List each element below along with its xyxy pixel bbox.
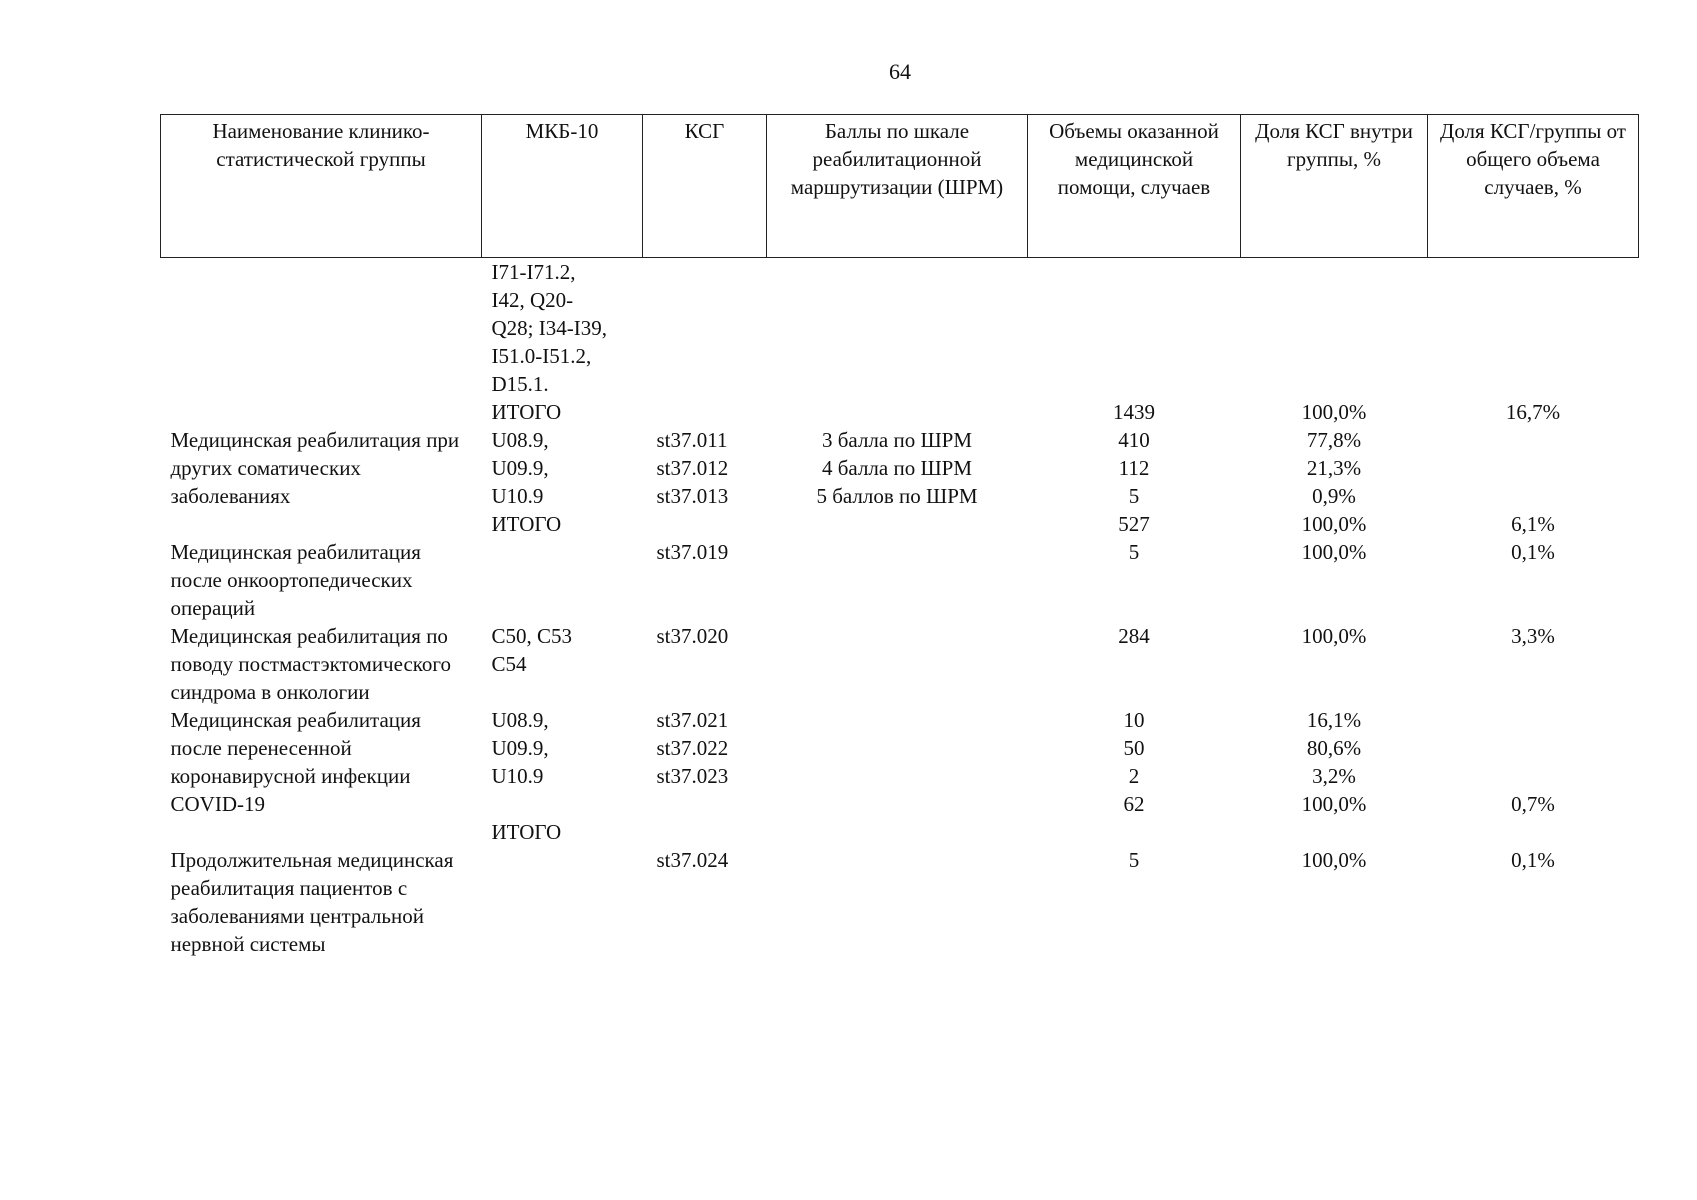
cell-volume-line: 527	[1118, 512, 1150, 536]
cell-share-in-group-line: 3,2%	[1312, 764, 1356, 788]
cell-share-in-group-line: 21,3%	[1306, 456, 1362, 480]
cell-volume-line	[1038, 342, 1231, 370]
cell-name	[161, 426, 482, 538]
cell-mkb-line: U10.9	[491, 484, 544, 508]
ksg-table	[160, 114, 1639, 958]
cell-ksg-line: st37.021	[656, 708, 729, 732]
cell-name-text: Медицинская реабилитация после онкоортопедических операций	[170, 540, 421, 620]
cell-ksg	[643, 538, 767, 622]
cell-share-in-group-line	[1251, 314, 1418, 342]
cell-share-total-line: 6,1%	[1511, 512, 1555, 536]
cell-name-text: Медицинская реабилитация после перенесенной коронавирусной инфекции COVID-19	[170, 708, 421, 816]
cell-share-total-line: 0,1%	[1511, 540, 1555, 564]
cell-mkb-line	[492, 790, 633, 818]
cell-share-in-group-line: 100,0%	[1301, 400, 1367, 424]
cell-mkb-line: U09.9,	[491, 736, 549, 760]
cell-shrm-line: 4 балла по ШРМ	[822, 456, 972, 480]
cell-shrm	[767, 846, 1028, 958]
cell-share-in-group-line: 16,1%	[1306, 708, 1362, 732]
cell-ksg-line: st37.023	[656, 764, 729, 788]
cell-share-total-line	[1438, 426, 1629, 454]
cell-name-text: Медицинская реабилитация при других соматических заболеваниях	[170, 428, 460, 508]
cell-volume-line	[1038, 258, 1231, 286]
page-number: 64	[889, 59, 911, 84]
cell-ksg	[643, 846, 767, 958]
cell-volume-line: 284	[1118, 624, 1150, 648]
cell-volume-line	[1038, 314, 1231, 342]
cell-ksg	[643, 622, 767, 706]
table-row	[161, 622, 1639, 706]
cell-share-total-line	[1438, 454, 1629, 482]
cell-share-total-line	[1438, 258, 1629, 286]
cell-share-total	[1428, 258, 1639, 427]
cell-share-total-line	[1438, 342, 1629, 370]
cell-mkb-line: U10.9	[491, 764, 544, 788]
cell-ksg-line: st37.013	[656, 484, 729, 508]
cell-share-in-group-line: 100,0%	[1301, 540, 1367, 564]
cell-share-total-line: 0,7%	[1511, 792, 1555, 816]
cell-mkb-line: U08.9,	[491, 428, 549, 452]
cell-share-in-group	[1241, 538, 1428, 622]
cell-share-total-line	[1438, 314, 1629, 342]
header-ksg: КСГ	[643, 115, 767, 258]
cell-share-in-group-line: 100,0%	[1301, 792, 1367, 816]
cell-shrm	[767, 706, 1028, 846]
cell-volume	[1028, 706, 1241, 846]
cell-shrm	[767, 622, 1028, 706]
cell-volume	[1028, 258, 1241, 427]
cell-share-in-group	[1241, 622, 1428, 706]
cell-share-in-group-line: 77,8%	[1306, 428, 1362, 452]
cell-share-total-line: 16,7%	[1505, 400, 1561, 424]
cell-ksg-line: st37.019	[656, 540, 729, 564]
cell-name	[161, 706, 482, 846]
table-body	[161, 258, 1639, 959]
cell-shrm-line: 3 балла по ШРМ	[822, 428, 972, 452]
cell-ksg-line: st37.024	[656, 848, 729, 872]
cell-share-total-line	[1438, 762, 1629, 790]
cell-name	[161, 258, 482, 427]
table-header-row	[161, 115, 1639, 258]
cell-mkb	[482, 426, 643, 538]
table-row	[161, 706, 1639, 846]
cell-volume-line: 5	[1128, 540, 1140, 564]
cell-name	[161, 622, 482, 706]
cell-share-total-line	[1438, 286, 1629, 314]
cell-share-total-line: 0,1%	[1511, 848, 1555, 872]
cell-mkb-line: Q28; I34-I39,	[491, 316, 607, 340]
cell-mkb-line: C50, C53	[491, 624, 573, 648]
cell-share-in-group-line: 100,0%	[1301, 848, 1367, 872]
cell-share-total-line	[1438, 482, 1629, 510]
header-share-total: Доля КСГ/группы от общего объема случаев, %	[1428, 115, 1639, 258]
cell-share-in-group	[1241, 706, 1428, 846]
cell-ksg	[643, 706, 767, 846]
cell-volume	[1028, 426, 1241, 538]
cell-mkb	[482, 258, 643, 427]
cell-volume	[1028, 846, 1241, 958]
cell-volume-line	[1038, 370, 1231, 398]
cell-ksg	[643, 258, 767, 427]
cell-shrm	[767, 426, 1028, 538]
cell-ksg-line: st37.011	[656, 428, 728, 452]
cell-mkb-line: ИТОГО	[491, 820, 562, 844]
cell-share-in-group	[1241, 846, 1428, 958]
cell-ksg-line: st37.022	[656, 736, 729, 760]
cell-mkb-line: U08.9,	[491, 708, 549, 732]
cell-volume-line: 10	[1123, 708, 1145, 732]
cell-share-total-line	[1438, 706, 1629, 734]
header-shrm: Баллы по шкале реабилитационной маршрутизации (ШРМ)	[767, 115, 1028, 258]
cell-volume-line: 5	[1128, 484, 1140, 508]
cell-share-in-group-line: 0,9%	[1312, 484, 1356, 508]
table-row	[161, 258, 1639, 427]
cell-volume-line: 1439	[1113, 400, 1155, 424]
cell-share-total	[1428, 622, 1639, 706]
cell-share-total	[1428, 538, 1639, 622]
header-share-in-group: Доля КСГ внутри группы, %	[1241, 115, 1428, 258]
header-name: Наименование клинико-статистической группы	[161, 115, 482, 258]
cell-share-total	[1428, 426, 1639, 538]
cell-volume-line: 112	[1118, 456, 1150, 480]
header-volume: Объемы оказанной медицинской помощи, случаев	[1028, 115, 1241, 258]
cell-share-total	[1428, 846, 1639, 958]
cell-mkb-line: C54	[491, 652, 527, 676]
cell-volume-line	[1038, 286, 1231, 314]
cell-mkb-line: I71-I71.2,	[491, 260, 576, 284]
cell-mkb-line: ИТОГО	[491, 400, 562, 424]
cell-share-in-group	[1241, 258, 1428, 427]
cell-volume-line: 50	[1123, 736, 1145, 760]
cell-share-total	[1428, 706, 1639, 846]
cell-mkb-line: I42, Q20-	[491, 288, 574, 312]
cell-share-in-group-line	[1251, 370, 1418, 398]
cell-mkb-line: D15.1.	[491, 372, 549, 396]
header-mkb: МКБ-10	[482, 115, 643, 258]
cell-volume	[1028, 538, 1241, 622]
cell-share-in-group	[1241, 426, 1428, 538]
cell-share-total-line	[1438, 370, 1629, 398]
cell-name-text: Продолжительная медицинская реабилитация пациентов с заболеваниями центральной нервной системы	[170, 848, 454, 956]
cell-volume	[1028, 622, 1241, 706]
cell-share-total-line	[1438, 734, 1629, 762]
cell-ksg-line: st37.012	[656, 456, 729, 480]
cell-mkb	[482, 538, 643, 622]
table-row	[161, 426, 1639, 538]
cell-share-in-group-line	[1251, 258, 1418, 286]
cell-name-text: Медицинская реабилитация по поводу постмастэктомического синдрома в онкологии	[170, 624, 452, 704]
cell-share-total-line: 3,3%	[1511, 624, 1555, 648]
cell-mkb	[482, 846, 643, 958]
table-row	[161, 846, 1639, 958]
cell-ksg-line: st37.020	[656, 624, 729, 648]
cell-name	[161, 538, 482, 622]
cell-mkb-line: I51.0-I51.2,	[491, 344, 592, 368]
cell-share-in-group-line	[1251, 342, 1418, 370]
cell-shrm	[767, 538, 1028, 622]
cell-ksg	[643, 426, 767, 538]
cell-volume-line: 2	[1128, 764, 1140, 788]
cell-mkb-line: ИТОГО	[491, 512, 562, 536]
cell-name	[161, 846, 482, 958]
cell-mkb	[482, 622, 643, 706]
cell-volume-line: 5	[1128, 848, 1140, 872]
cell-shrm	[767, 258, 1028, 427]
table-row	[161, 538, 1639, 622]
cell-share-in-group-line: 80,6%	[1306, 736, 1362, 760]
cell-mkb	[482, 706, 643, 846]
cell-share-in-group-line	[1251, 286, 1418, 314]
cell-shrm-line: 5 баллов по ШРМ	[816, 484, 978, 508]
cell-volume-line: 410	[1118, 428, 1150, 452]
cell-mkb-line: U09.9,	[491, 456, 549, 480]
cell-share-in-group-line: 100,0%	[1301, 512, 1367, 536]
cell-volume-line: 62	[1123, 792, 1145, 816]
cell-share-in-group-line: 100,0%	[1301, 624, 1367, 648]
